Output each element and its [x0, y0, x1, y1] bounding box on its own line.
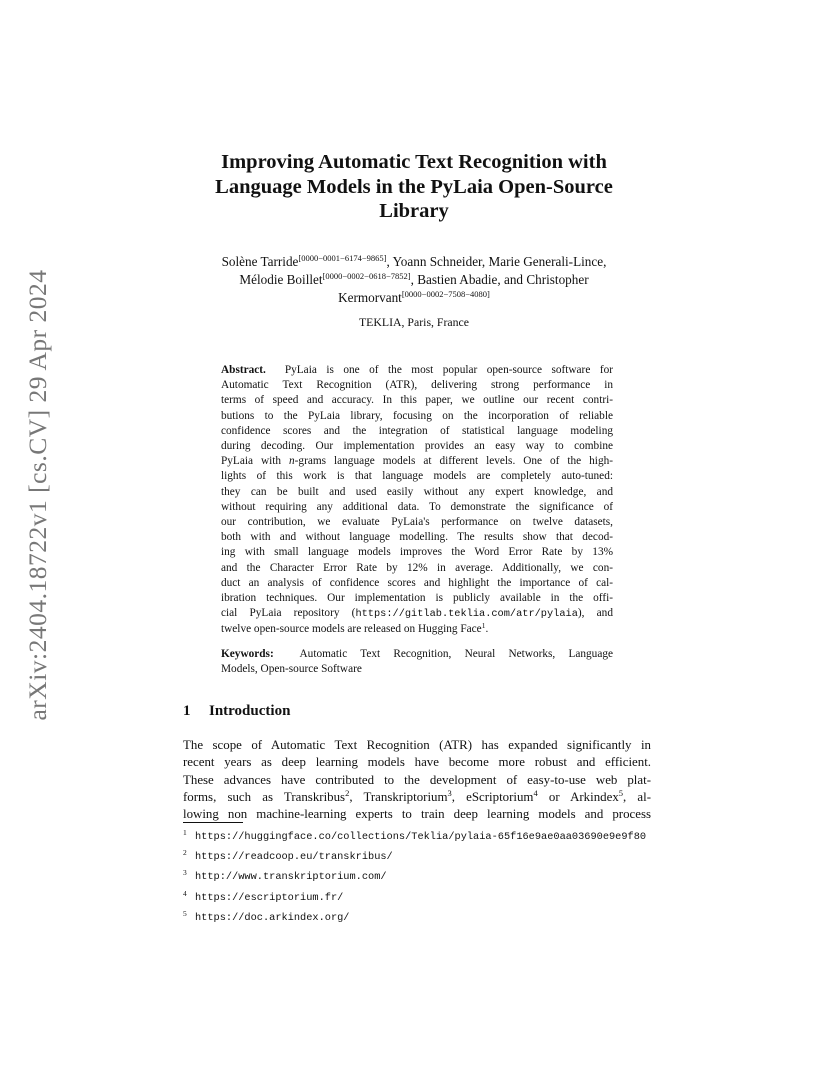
author-name: Mélodie Boillet — [239, 272, 323, 287]
keywords-line — [221, 647, 613, 662]
body-line: recent years as deep learning models have become more robust and efficient. — [183, 755, 651, 770]
abstract-line: confidence scores and the integration of statistical language modeling — [221, 424, 613, 437]
body-line: lowing non machine-learning experts to train deep learning models and process — [183, 807, 651, 822]
footnote-link[interactable]: https://huggingface.co/collections/Teklia/pylaia-65f16e9ae0aa03690e9e9f80 — [195, 831, 647, 843]
abstract-line — [221, 454, 613, 469]
footnote-ref[interactable]: 1 — [481, 621, 486, 631]
abstract-line: terms of speed and accuracy. In this paper, we outline our recent contri- — [221, 394, 613, 407]
orcid-id: [0000−0001−6174−9865] — [298, 253, 387, 263]
abstract-text: -grams language models at different levels. One of the high- — [294, 455, 613, 468]
section-number: 1 — [183, 703, 191, 719]
abstract-line: lights of this work is that language models are completely auto-tuned: — [221, 470, 613, 483]
abstract-text: PyLaia with — [221, 455, 290, 468]
footnote-ref[interactable]: 5 — [618, 787, 624, 798]
keywords-line: Models, Open-source Software — [221, 663, 362, 676]
footnotes — [183, 825, 683, 926]
keywords-label: Keywords: — [221, 648, 274, 660]
footnote — [183, 825, 683, 845]
keywords-text: Automatic Text Recognition, Neural Networks, Language — [299, 648, 613, 660]
abstract-line: our contribution, we evaluate PyLaia's performance on twelve datasets, — [221, 516, 613, 529]
title-line: Library — [379, 200, 449, 222]
abstract-line — [221, 606, 613, 622]
abstract-line: ing with small language models improves the Word Error Rate by 13% — [221, 546, 613, 559]
orcid-id: [0000−0002−0618−7852] — [322, 271, 411, 281]
title-line: Improving Automatic Text Recognition with — [221, 151, 607, 173]
abstract-text: PyLaia is one of the most popular open-source software for — [284, 364, 613, 376]
abstract-text: . — [485, 623, 489, 636]
abstract-line — [221, 363, 613, 378]
affiliation: TEKLIA, Paris, France — [358, 315, 470, 329]
abstract-label: Abstract. — [221, 364, 266, 376]
abstract-text: twelve open-source models are released on Hugging Face — [221, 623, 482, 636]
author-name: Solène Tarride — [221, 254, 299, 269]
abstract-text: ), and — [577, 607, 613, 620]
author-list — [0, 253, 828, 307]
footnote — [183, 906, 683, 926]
keywords — [221, 647, 613, 677]
abstract-line: and the Character Error Rate by 12% in average. Additionally, we con- — [221, 561, 613, 574]
body-paragraph — [183, 737, 651, 823]
abstract-line: Automatic Text Recognition (ATR), delivering strong performance in — [221, 379, 613, 392]
repository-link[interactable]: https://gitlab.teklia.com/atr/pylaia — [355, 608, 578, 621]
abstract — [221, 363, 613, 638]
footnote-link[interactable]: https://escriptorium.fr/ — [195, 891, 344, 904]
section-title: Introduction — [209, 703, 291, 719]
footnote — [183, 865, 683, 885]
footnote-ref[interactable]: 3 — [447, 787, 452, 798]
math-variable: n — [289, 455, 295, 468]
abstract-line: ibration techniques. Our implementation is publicly available in the offi- — [221, 592, 613, 605]
author-names: , Yoann Schneider, Marie Generali-Lince, — [386, 254, 607, 269]
footnote-divider — [183, 822, 243, 823]
footnote — [183, 845, 683, 865]
abstract-line — [221, 622, 613, 637]
footnote-link[interactable]: http://www.transkriptorium.com/ — [195, 871, 387, 884]
abstract-text: cial PyLaia repository ( — [221, 607, 356, 620]
body-text: , eScriptorium — [451, 789, 534, 804]
body-text: , al- — [623, 789, 651, 804]
author-names: , Bastien Abadie, and Christopher — [410, 272, 589, 287]
footnote-mark: 5 — [183, 908, 187, 918]
footnote-mark: 2 — [183, 848, 187, 858]
section-heading — [183, 703, 290, 720]
author-name: Kermorvant — [338, 290, 402, 305]
abstract-line: during decoding. Our implementation provides an easy way to combine — [221, 440, 613, 453]
author-line — [0, 289, 828, 307]
author-line — [0, 271, 828, 289]
arxiv-identifier-stamp: arXiv:2404.18722v1 [cs.CV] 29 Apr 2024 — [23, 269, 52, 721]
body-text: or Arkindex — [537, 789, 619, 804]
body-text: , Transkriptorium — [349, 789, 448, 804]
author-line — [0, 253, 828, 271]
footnote — [183, 886, 683, 906]
title-line: Language Models in the PyLaia Open-Source — [215, 175, 613, 198]
footnote-link[interactable]: https://readcoop.eu/transkribus/ — [195, 851, 393, 864]
body-text: forms, such as Transkribus — [183, 789, 346, 804]
abstract-line: duct an analysis of confidence scores and highlight the importance of cal- — [221, 576, 613, 589]
footnote-mark: 1 — [183, 828, 187, 837]
footnote-ref[interactable]: 2 — [345, 787, 350, 798]
abstract-line: without requiring any additional data. To demonstrate the significance of — [221, 500, 613, 513]
footnote-mark: 4 — [183, 888, 187, 898]
footnote-mark: 3 — [183, 868, 187, 878]
footnote-link[interactable]: https://doc.arkindex.org/ — [195, 911, 350, 924]
footnote-ref[interactable]: 4 — [533, 787, 538, 798]
abstract-line: both with and without language modelling. The results show that decod- — [221, 531, 613, 544]
paper-title — [0, 150, 828, 224]
body-line: The scope of Automatic Text Recognition (ATR) has expanded significantly in — [183, 738, 651, 752]
abstract-line: they can be built and used easily without any expert knowledge, and — [221, 485, 613, 498]
orcid-id: [0000−0002−7508−4080] — [401, 289, 490, 299]
body-line: These advances have contributed to the development of easy-to-use web plat- — [183, 772, 651, 787]
abstract-line: butions to the PyLaia library, focusing on the incorporation of reliable — [221, 409, 613, 422]
body-line — [183, 789, 651, 806]
